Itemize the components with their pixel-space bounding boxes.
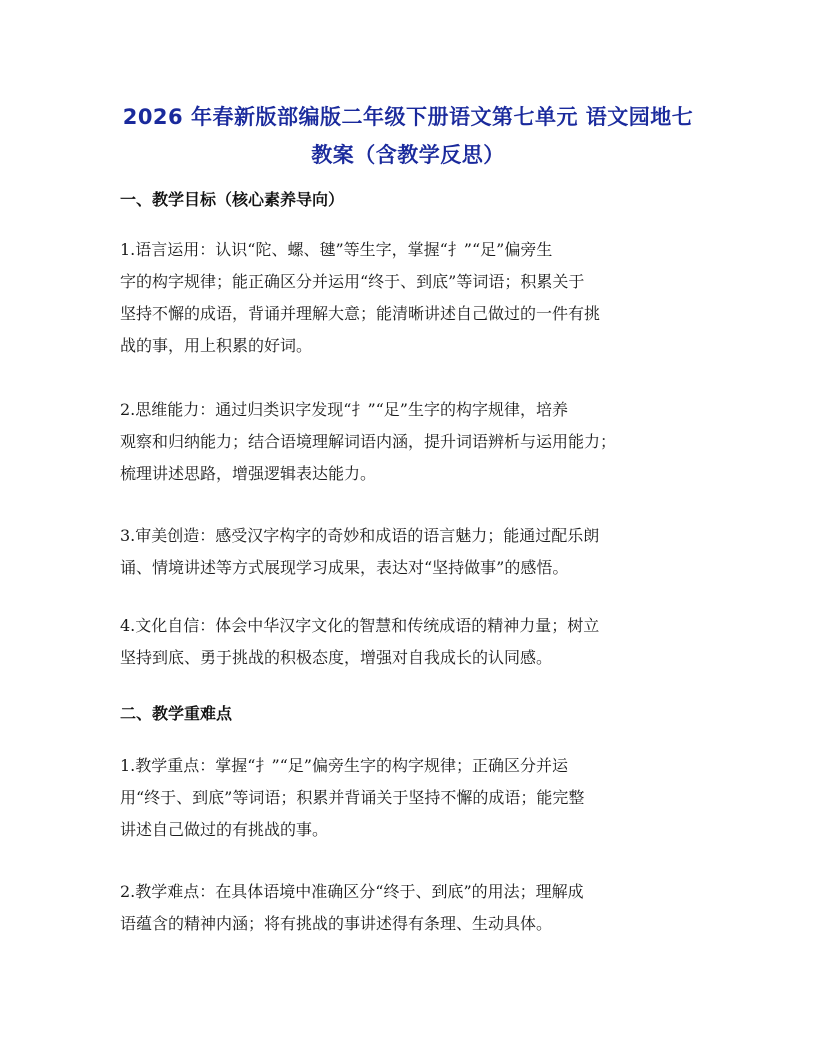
- paragraph-line: 2.思维能力：通过归类识字发现“扌”“足”生字的构字规律，培养: [120, 400, 568, 419]
- section-heading-key-points: 二、教学重难点: [120, 704, 233, 723]
- paragraph-line: 战的事，用上积累的好词。: [120, 336, 313, 355]
- paragraph-goal-language: [120, 234, 700, 362]
- paragraph-line: 字的构字规律；能正确区分并运用“终于、到底”等词语；积累关于: [120, 272, 585, 291]
- paragraph-key-points: [120, 750, 700, 846]
- document-title-line-1: 2026 年春新版部编版二年级下册语文第七单元 语文园地七: [122, 105, 694, 129]
- paragraph-line: 3.审美创造：感受汉字构字的奇妙和成语的语言魅力；能通过配乐朗: [120, 526, 600, 545]
- paragraph-line: 语蕴含的精神内涵；将有挑战的事讲述得有条理、生动具体。: [120, 914, 553, 933]
- paragraph-line: 坚持不懈的成语，背诵并理解大意；能清晰讲述自己做过的一件有挑: [120, 304, 601, 323]
- paragraph-line: 梳理讲述思路，增强逻辑表达能力。: [120, 464, 377, 483]
- paragraph-line: 诵、情境讲述等方式展现学习成果，表达对“坚持做事”的感悟。: [120, 558, 569, 577]
- paragraph-line: 讲述自己做过的有挑战的事。: [120, 820, 329, 839]
- paragraph-goal-culture: [120, 610, 700, 674]
- paragraph-line: 观察和归纳能力；结合语境理解词语内涵，提升词语辨析与运用能力；: [120, 432, 617, 451]
- paragraph-line: 4.文化自信：体会中华汉字文化的智慧和传统成语的精神力量；树立: [120, 616, 600, 635]
- paragraph-line: 1.教学重点：掌握“扌”“足”偏旁生字的构字规律；正确区分并运: [120, 756, 568, 775]
- paragraph-line: 2.教学难点：在具体语境中准确区分“终于、到底”的用法；理解成: [120, 882, 584, 901]
- paragraph-line: 坚持到底、勇于挑战的积极态度，增强对自我成长的认同感。: [120, 648, 553, 667]
- paragraph-line: 用“终于、到底”等词语；积累并背诵关于坚持不懈的成语；能完整: [120, 788, 585, 807]
- document-title-line-2: 教案（含教学反思）: [311, 143, 505, 167]
- paragraph-line: 1.语言运用：认识“陀、螺、毽”等生字，掌握“扌”“足”偏旁生: [120, 240, 553, 259]
- paragraph-difficult-points: [120, 876, 700, 940]
- paragraph-goal-aesthetic: [120, 520, 700, 584]
- paragraph-goal-thinking: [120, 394, 700, 490]
- section-heading-teaching-goals: 一、教学目标（核心素养导向）: [120, 190, 345, 209]
